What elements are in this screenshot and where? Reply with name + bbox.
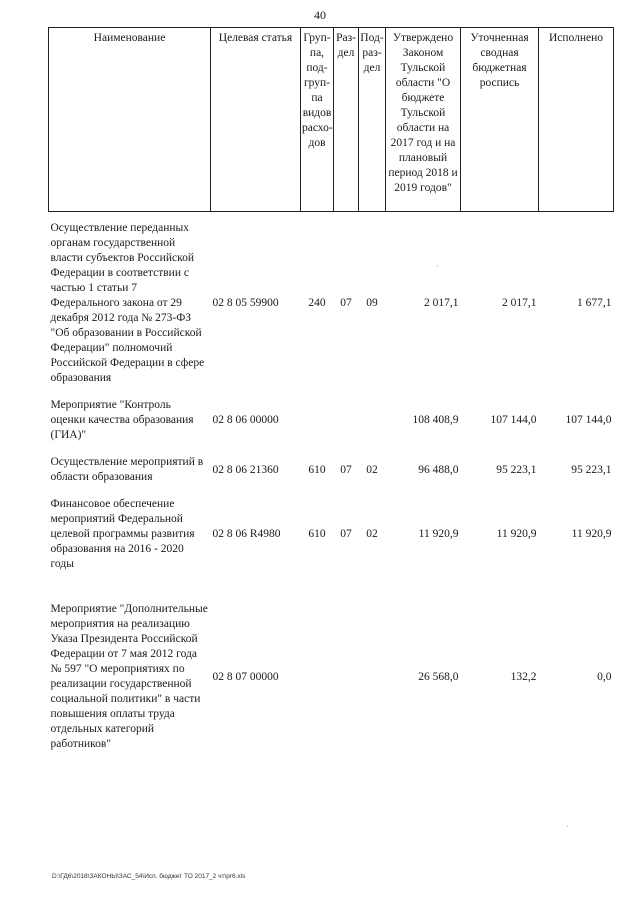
row-executed: 11 920,9 (571, 528, 612, 540)
table-row (49, 398, 614, 443)
header-section: Раз-дел (334, 28, 359, 212)
row-name: Осуществление мероприятий в области образования (50, 456, 204, 483)
row-expense-group (301, 602, 334, 752)
row-refined: 95 223,1 (496, 463, 537, 476)
scan-speck: · (566, 822, 569, 831)
row-executed: 0,0 (597, 670, 612, 683)
row-executed: 1 677,1 (577, 297, 612, 309)
budget-execution-table (48, 27, 614, 752)
row-executed: 107 144,0 (565, 414, 612, 426)
row-name: Мероприятие "Дополнительные мероприятия на реализацию Указа Президента Российской Федерации от 7 мая 2012 года № 597 "О мероприятиях по реализации государственной социальной политики" в части повышения оплаты труда отдельных категорий работников" (50, 603, 208, 750)
row-subsection: 02 (366, 528, 378, 540)
row-approved: 11 920,9 (418, 528, 459, 540)
row-subsection: 02 (366, 463, 378, 476)
row-approved: 96 488,0 (418, 463, 459, 476)
table-row (49, 221, 614, 386)
header-refined: Уточненная сводная бюджетная роспись (461, 28, 539, 212)
row-subsection (359, 398, 386, 443)
page-number: 40 (314, 8, 326, 22)
header-expense-group: Груп-па, под-груп-па видов расхо-дов (301, 28, 334, 212)
row-section: 07 (340, 528, 352, 540)
row-name: Мероприятие "Контроль оценки качества образования (ГИА)" (50, 399, 194, 441)
row-section (334, 398, 359, 443)
table-row (49, 455, 614, 485)
row-subsection (359, 602, 386, 752)
row-expense-group (301, 398, 334, 443)
file-path-footer: D:\ГД6\2018\ЗАКОНЫ\ЗАС_54\Исп. бюджет ТО 2017_2 чт\pr6.xls (52, 873, 246, 880)
row-refined: 11 920,9 (496, 528, 537, 540)
row-section: 07 (340, 297, 352, 309)
header-target-article: Целевая статья (211, 28, 301, 212)
row-section (334, 602, 359, 752)
row-executed: 95 223,1 (571, 463, 612, 476)
header-executed: Исполнено (539, 28, 614, 212)
row-approved: 26 568,0 (418, 670, 459, 683)
row-target-article: 02 8 05 59900 (212, 297, 279, 309)
row-subsection: 09 (366, 297, 378, 309)
row-approved: 2 017,1 (424, 297, 459, 309)
header-subsection: Под-раз-дел (359, 28, 386, 212)
row-refined: 107 144,0 (490, 414, 537, 426)
row-name: Осуществление переданных органам государственной власти субъектов Российской Федерации в соответствии с частью 1 статьи 7 Федерального закона от 29 декабря 2012 года № 273-ФЗ "Об образовании в Российской Федерации" полномочий Российской Федерации в сфере образования (50, 222, 205, 384)
row-name: Финансовое обеспечение мероприятий Федеральной целевой программы развития образования на 2016 - 2020 годы (50, 498, 195, 570)
table-row (49, 497, 614, 572)
scan-speck: · (436, 262, 439, 271)
row-target-article: 02 8 06 00000 (212, 414, 279, 426)
header-name: Наименование (49, 28, 211, 212)
row-refined: 132,2 (510, 670, 537, 683)
row-expense-group: 240 (308, 297, 326, 309)
table-row (49, 602, 614, 752)
row-approved: 108 408,9 (412, 414, 459, 426)
row-target-article: 02 8 07 00000 (212, 670, 279, 683)
table-header-row (49, 28, 614, 212)
row-section: 07 (340, 463, 352, 476)
row-expense-group: 610 (308, 528, 326, 540)
row-target-article: 02 8 06 R4980 (212, 528, 281, 540)
header-approved: Утверждено Законом Тульской области "О бюджете Тульской области на 2017 год и на плановый период 2018 и 2019 годов" (386, 28, 461, 212)
row-refined: 2 017,1 (502, 297, 537, 309)
row-expense-group: 610 (308, 463, 326, 476)
row-target-article: 02 8 06 21360 (212, 463, 279, 476)
